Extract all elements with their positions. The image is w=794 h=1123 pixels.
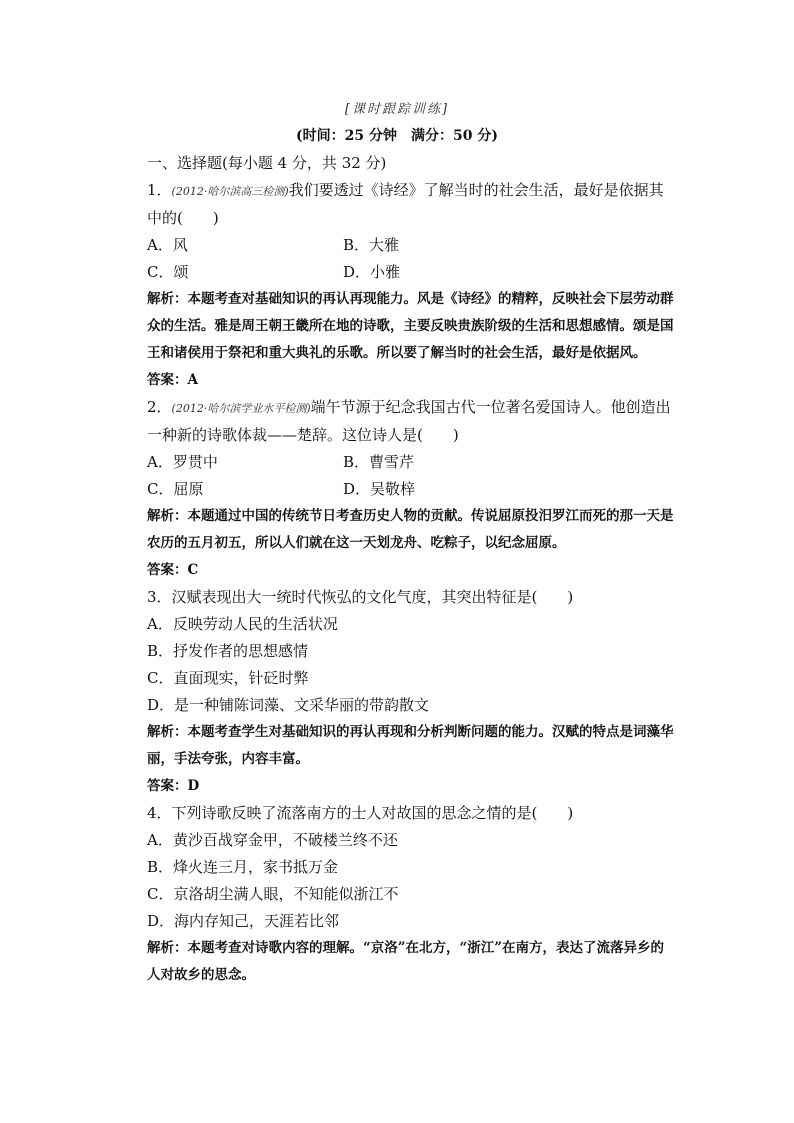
question-number: 4． (147, 804, 172, 822)
analysis-label: 解析： (147, 291, 188, 307)
option-b: B．抒发作者的思想感情 (147, 642, 309, 660)
question-stem (147, 584, 677, 611)
section-title: 一、选择题(每小题 4 分，共 32 分) (147, 154, 387, 172)
option-c: C．颂 (147, 263, 189, 281)
option-b: B．烽火连三月，家书抵万金 (147, 858, 339, 876)
analysis-text: 本题考查对基础知识的再认再现能力。风是《诗经》的精粹，反映社会下层劳动群众的生活。雅是周王朝王畿所在地的诗歌，主要反映贵族阶级的生活和思想感情。颂是国王和诸侯用于祭祀和重大典礼的乐歌。所以要了解当时的社会生活，最好是依据风。 (147, 291, 674, 361)
question-number: 3． (147, 588, 172, 606)
option-d: D．小雅 (343, 263, 401, 281)
option-a: A．黄沙百战穿金甲，不破楼兰终不还 (147, 831, 398, 849)
question-3 (147, 584, 677, 800)
answer-line: 答案：A (147, 372, 198, 388)
analysis-text: 本题考查学生对基础知识的再认再现和分析判断问题的能力。汉赋的特点是词藻华丽，手法夸张，内容丰富。 (147, 724, 674, 767)
question-stem (147, 394, 677, 449)
analysis-text: 本题考查对诗歌内容的理解。“京洛”在北方，“浙江”在南方，表达了流落异乡的人对故乡的思念。 (147, 940, 665, 983)
question-source: (2012·哈尔滨高三检测) (171, 185, 289, 198)
question-source: (2012·哈尔滨学业水平检测) (171, 402, 311, 415)
question-stem (147, 177, 677, 232)
option-row (147, 259, 677, 286)
page-header-title: [课时跟踪训练] (344, 102, 450, 117)
question-2 (147, 394, 677, 584)
option-c: C．屈原 (147, 480, 204, 498)
question-4 (147, 800, 677, 989)
analysis-text: 本题通过中国的传统节日考查历史人物的贡献。传说屈原投汨罗江而死的那一天是农历的五月初五，所以人们就在这一天划龙舟、吃粽子，以纪念屈原。 (147, 508, 674, 551)
option-row (147, 476, 677, 503)
option-d: D．吴敬梓 (343, 480, 416, 498)
option-d: D．海内存知己，天涯若比邻 (147, 912, 340, 930)
option-a: A．反映劳动人民的生活状况 (147, 615, 338, 633)
question-text: 端午节源于纪念我国古代一位著名爱国诗人。他创造出一种新的诗歌体裁——楚辞。这位诗人是( ) (147, 398, 671, 444)
analysis-paragraph (147, 286, 677, 367)
option-b: B．曹雪芹 (343, 453, 415, 471)
option-d: D．是一种铺陈词藻、文采华丽的带韵散文 (147, 696, 430, 714)
option-list (147, 611, 677, 719)
analysis-label: 解析： (147, 940, 188, 956)
analysis-paragraph (147, 935, 677, 989)
question-text: 汉赋表现出大一统时代恢弘的文化气度，其突出特征是( ) (171, 588, 574, 606)
question-stem (147, 800, 677, 827)
option-b: B．大雅 (343, 236, 400, 254)
document-content (147, 150, 677, 989)
option-list (147, 827, 677, 935)
option-row (147, 449, 677, 476)
answer-line: 答案：C (147, 562, 199, 578)
answer-line: 答案：D (147, 778, 200, 794)
question-text: 下列诗歌反映了流落南方的士人对故国的思念之情的是( ) (171, 804, 574, 822)
option-a: A．罗贯中 (147, 453, 218, 471)
analysis-label: 解析： (147, 508, 188, 524)
question-number: 2． (147, 398, 172, 416)
analysis-paragraph (147, 503, 677, 557)
option-row (147, 232, 677, 259)
question-text: 我们要透过《诗经》了解当时的社会生活，最好是依据其中的( ) (147, 181, 664, 227)
question-1 (147, 177, 677, 394)
page-header-subtitle: (时间：25 分钟 满分：50 分) (296, 128, 498, 144)
option-c: C．京洛胡尘满人眼，不知能似浙江不 (147, 885, 399, 903)
analysis-label: 解析： (147, 724, 188, 740)
analysis-paragraph (147, 719, 677, 773)
option-c: C．直面现实，针砭时弊 (147, 669, 309, 687)
question-number: 1． (147, 181, 172, 199)
option-a: A．风 (147, 236, 188, 254)
